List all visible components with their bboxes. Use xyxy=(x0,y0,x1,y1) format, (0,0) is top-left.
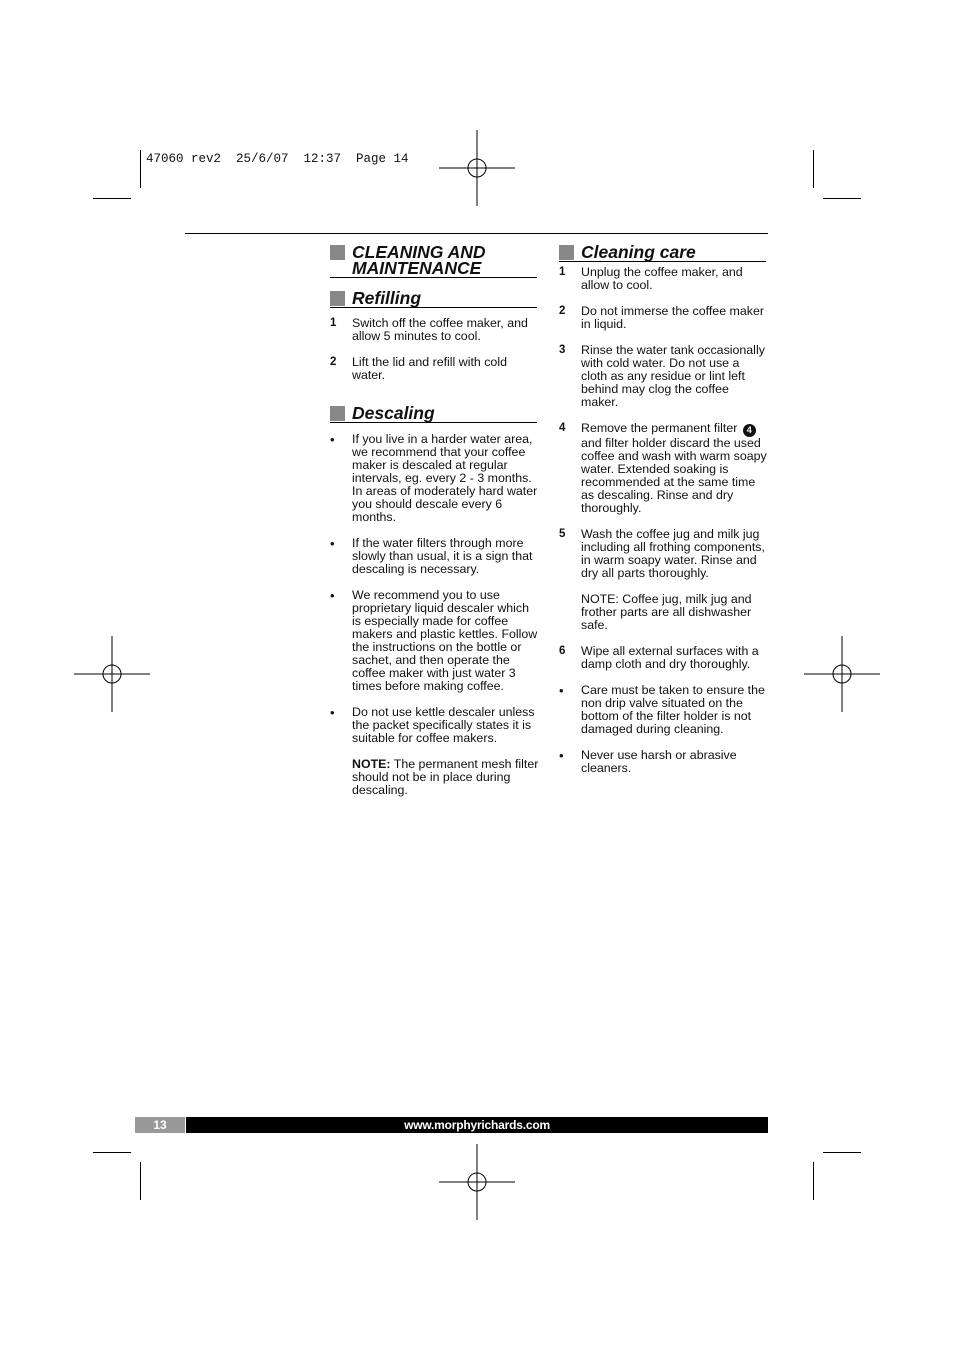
bullet: • xyxy=(330,536,335,551)
main-heading xyxy=(330,244,537,278)
step-text: Lift the lid and refill with cold water. xyxy=(352,355,507,382)
list-item xyxy=(330,433,540,524)
list-item xyxy=(330,537,540,576)
website-footer: www.morphyrichards.com xyxy=(186,1117,768,1133)
item-text: If you live in a harder water area, we recommend that your coffee maker is descaled at regular intervals, eg. every 2 - 3 months. In areas of moderately hard water you should descale every 6 months. xyxy=(352,432,538,524)
list-item xyxy=(559,645,769,671)
step-text: Switch off the coffee maker, and allow 5 minutes to cool. xyxy=(352,316,528,343)
note-item xyxy=(559,593,769,632)
list-item xyxy=(559,684,769,736)
top-rule xyxy=(185,233,768,234)
page-title: CLEANING AND MAINTENANCE xyxy=(352,242,486,278)
note-text: NOTE: Coffee jug, milk jug and frother parts are all dishwasher safe. xyxy=(581,592,752,632)
refilling-heading xyxy=(330,290,537,308)
step-number: 1 xyxy=(330,317,337,329)
crop-mark xyxy=(93,198,131,199)
crop-mark xyxy=(813,1162,814,1200)
crop-mark xyxy=(140,1162,141,1200)
bullet: • xyxy=(330,588,335,603)
list-item xyxy=(559,344,769,409)
list-item xyxy=(559,266,769,292)
bullet: • xyxy=(559,683,564,698)
refilling-list xyxy=(330,317,540,382)
heading-square-icon xyxy=(330,291,345,306)
descaling-list xyxy=(330,433,540,797)
step-number: 1 xyxy=(559,266,566,278)
descaling-heading xyxy=(330,405,537,423)
step-number: 2 xyxy=(330,356,337,368)
crop-mark xyxy=(823,198,861,199)
step-text: Wash the coffee jug and milk jug including all frothing components, in warm soapy water. Rinse and dry all parts thoroughly. xyxy=(581,527,765,580)
cleaning-care-heading xyxy=(559,244,766,262)
list-item xyxy=(330,317,540,343)
step-text: Unplug the coffee maker, and allow to cool. xyxy=(581,265,743,292)
list-item xyxy=(330,356,540,382)
step-text: Do not immerse the coffee maker in liquid. xyxy=(581,304,764,331)
step-number: 5 xyxy=(559,528,566,540)
list-item xyxy=(330,706,540,745)
list-item xyxy=(559,305,769,331)
step-number: 6 xyxy=(559,645,566,657)
item-text: If the water filters through more slowly than usual, it is a sign that descaling is necessary. xyxy=(352,536,533,576)
crop-mark xyxy=(93,1152,131,1153)
registration-mark-icon xyxy=(439,130,515,206)
note-label: NOTE: xyxy=(352,757,391,771)
cleaning-care-list xyxy=(559,266,769,775)
print-slug: 47060 rev2 25/6/07 12:37 Page 14 xyxy=(146,152,409,166)
registration-mark-icon xyxy=(74,636,150,712)
list-item xyxy=(559,422,769,515)
step-text: Remove the permanent filter 4 and filter holder discard the used coffee and wash with warm soapy water. Extended soaking is recommended at the same time as descaling. Rinse and dry thoroughly. xyxy=(581,421,767,515)
registration-mark-icon xyxy=(804,636,880,712)
crop-mark xyxy=(823,1152,861,1153)
page-number: 13 xyxy=(135,1117,185,1133)
list-item xyxy=(559,749,769,775)
bullet: • xyxy=(559,748,564,763)
bullet: • xyxy=(330,432,335,447)
item-text: We recommend you to use proprietary liquid descaler which is especially made for coffee makers and plastic kettles. Follow the instructions on the bottle or sachet, and then operate the coffee maker with just water 3 times before making coffee. xyxy=(352,588,538,693)
step-number: 3 xyxy=(559,344,566,356)
heading-square-icon xyxy=(559,245,574,260)
step-text: Wipe all external surfaces with a damp cloth and dry thoroughly. xyxy=(581,644,759,671)
item-text: Do not use kettle descaler unless the packet specifically states it is suitable for coffee makers. xyxy=(352,705,535,745)
bullet: • xyxy=(330,705,335,720)
item-text: Never use harsh or abrasive cleaners. xyxy=(581,748,737,775)
registration-mark-icon xyxy=(439,1144,515,1220)
note-text: The permanent mesh filter should not be in place during descaling. xyxy=(352,757,539,797)
step-number: 2 xyxy=(559,305,566,317)
step-text: Rinse the water tank occasionally with cold water. Do not use a cloth as any residue or lint left behind may clog the coffee maker. xyxy=(581,343,765,409)
crop-mark xyxy=(813,150,814,188)
note-item xyxy=(330,758,540,797)
list-item xyxy=(559,528,769,580)
item-text: Care must be taken to ensure the non drip valve situated on the bottom of the filter holder is not damaged during cleaning. xyxy=(581,683,765,736)
section-title: Cleaning care xyxy=(581,242,696,262)
figure-reference-badge: 4 xyxy=(743,424,756,437)
crop-mark xyxy=(140,150,141,188)
heading-square-icon xyxy=(330,406,345,421)
section-title: Descaling xyxy=(352,403,435,423)
step-number: 4 xyxy=(559,422,566,434)
list-item xyxy=(330,589,540,693)
heading-square-icon xyxy=(330,245,345,260)
section-title: Refilling xyxy=(352,288,422,308)
